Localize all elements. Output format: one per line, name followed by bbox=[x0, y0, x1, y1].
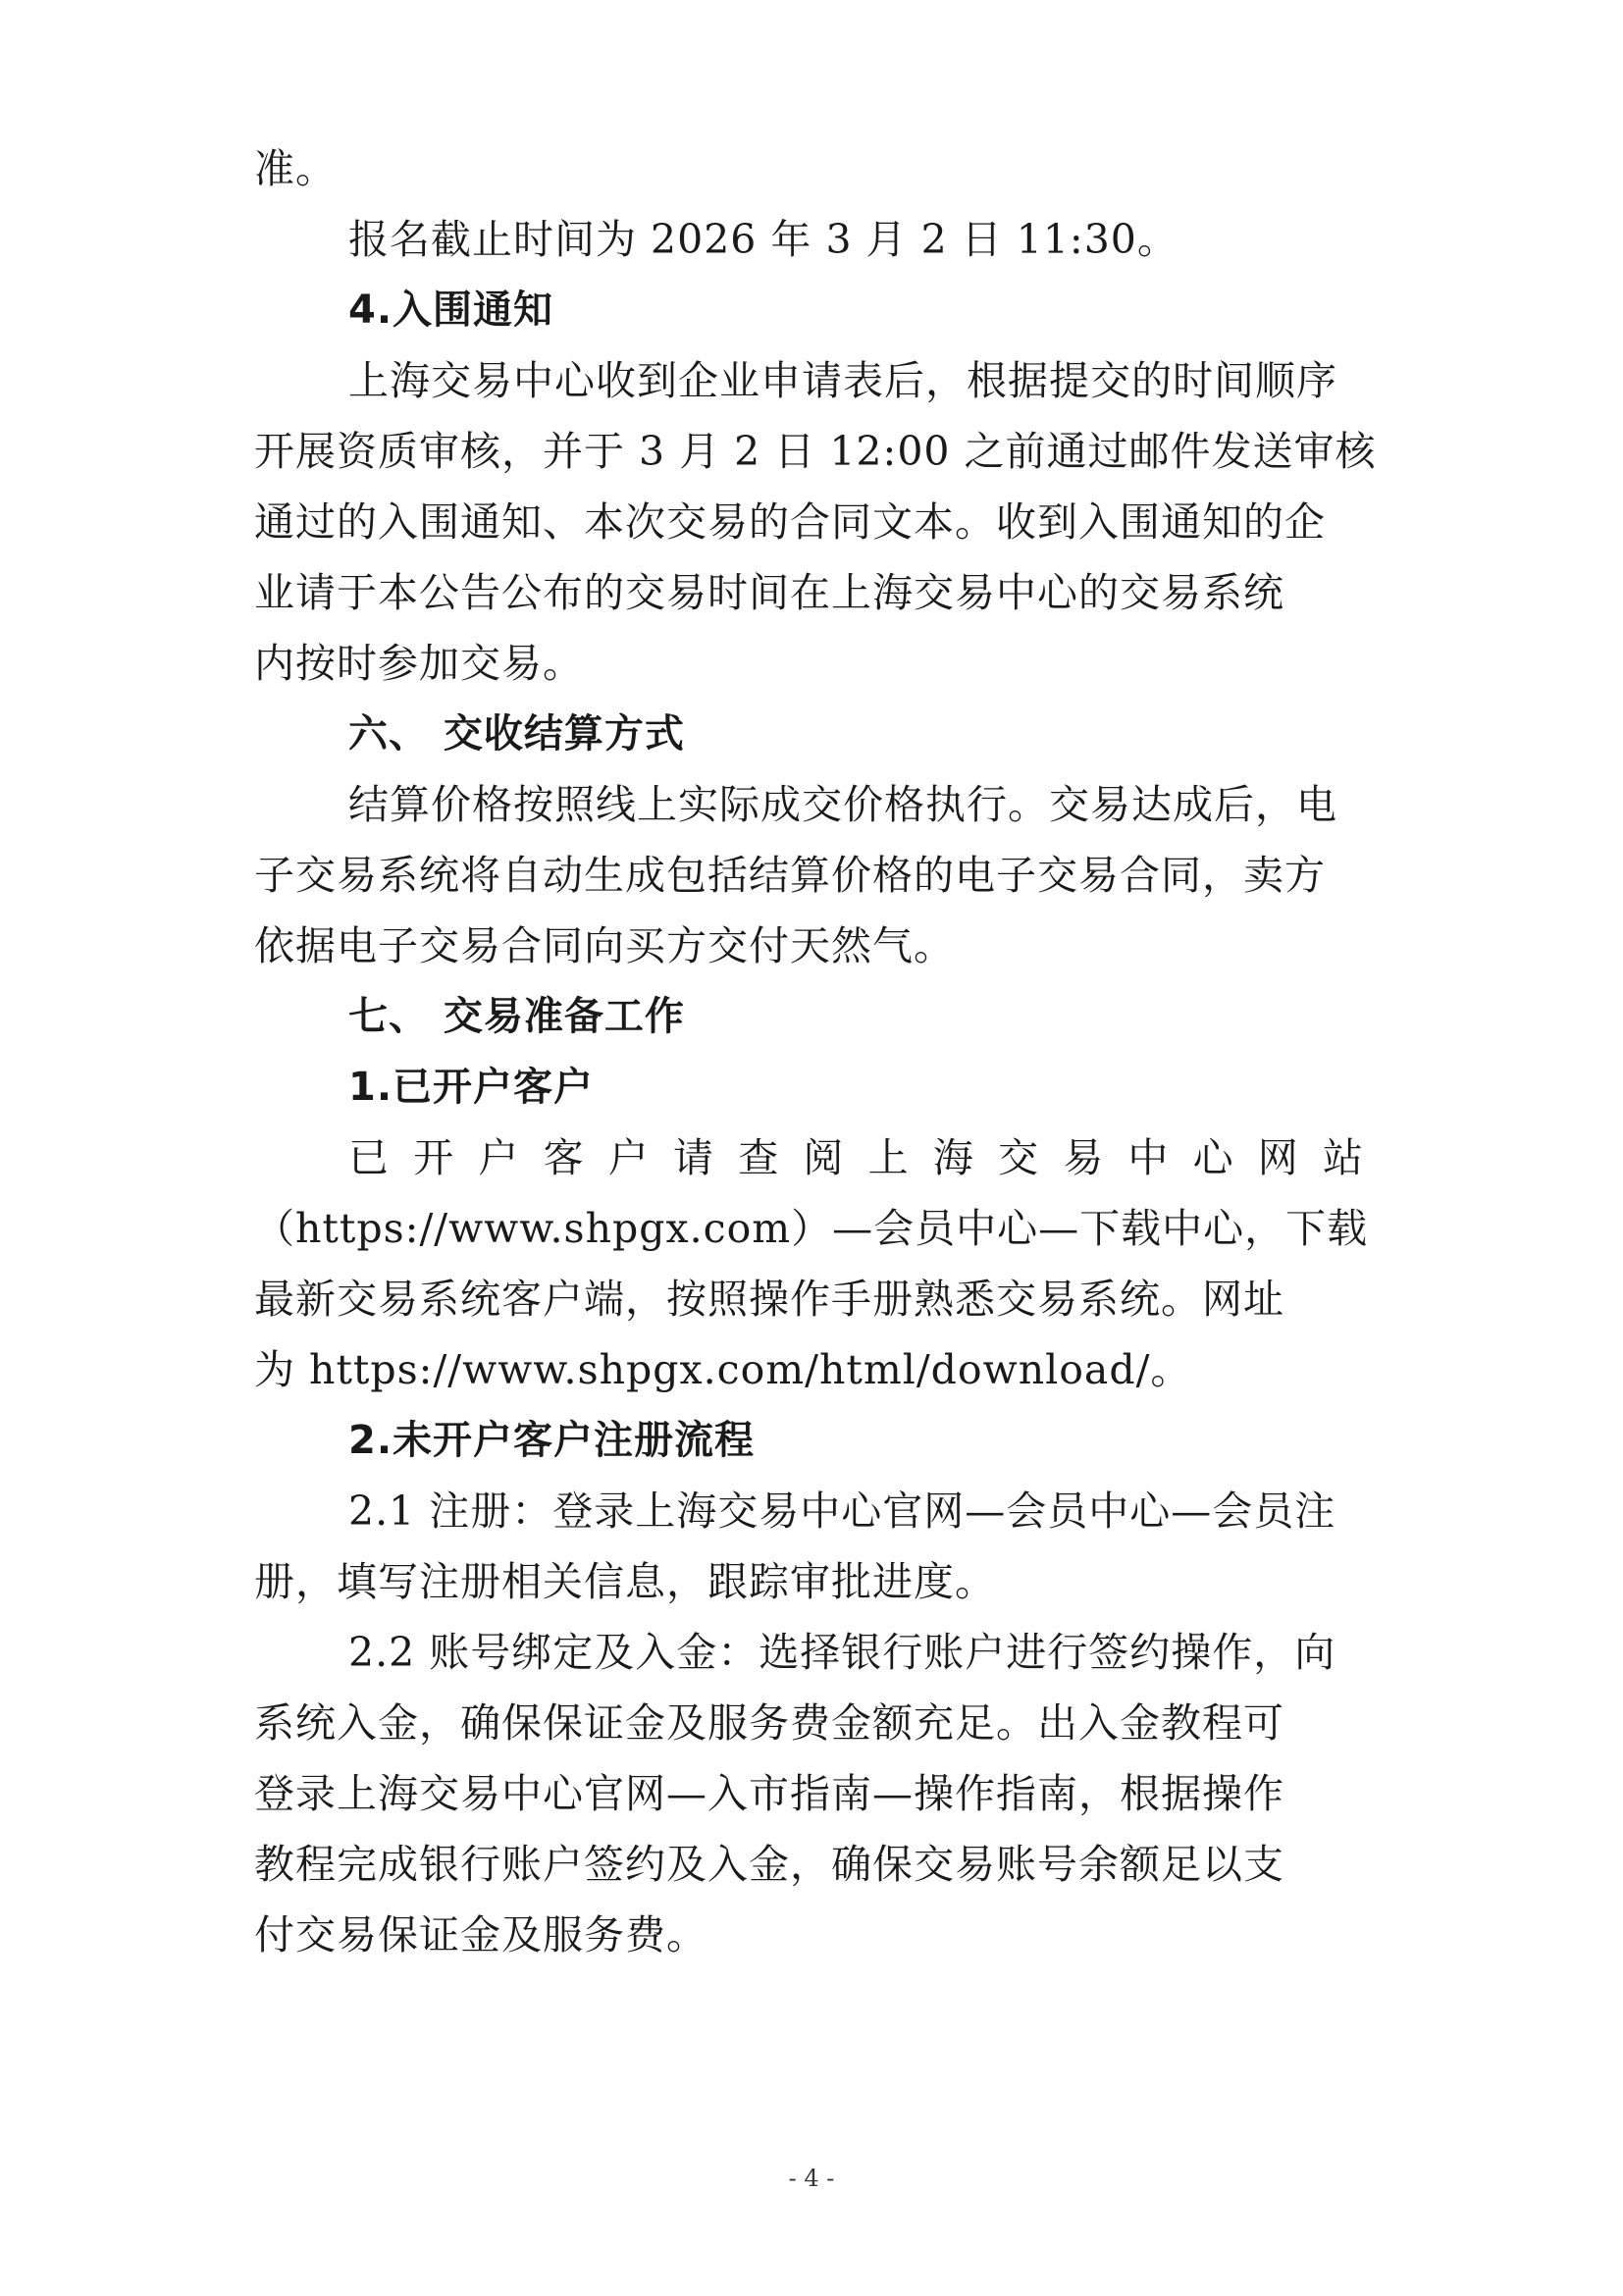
text-line: 开展资质审核，并于 3 月 2 日 12:00 之前通过邮件发送审核 bbox=[254, 428, 1377, 475]
text-line: 子交易系统将自动生成包括结算价格的电子交易合同，卖方 bbox=[254, 852, 1326, 899]
text-line: 教程完成银行账户签约及入金，确保交易账号余额足以支 bbox=[254, 1841, 1284, 1888]
section-heading: 2.未开户客户注册流程 bbox=[348, 1418, 756, 1463]
text-line: 结算价格按照线上实际成交价格执行。交易达成后，电 bbox=[348, 781, 1337, 828]
text-line: 册，填写注册相关信息，跟踪审批进度。 bbox=[254, 1558, 996, 1605]
text-line: 系统入金，确保保证金及服务费金额充足。出入金教程可 bbox=[254, 1699, 1284, 1747]
section-heading: 1.已开户客户 bbox=[348, 1065, 595, 1110]
text-line: 业请于本公告公布的交易时间在上海交易中心的交易系统 bbox=[254, 569, 1284, 616]
text-line: 付交易保证金及服务费。 bbox=[254, 1911, 707, 1958]
text-line: 依据电子交易合同向买方交付天然气。 bbox=[254, 922, 955, 969]
section-heading: 4.入围通知 bbox=[348, 287, 554, 333]
text-line: 已开户客户请查阅上海交易中心网站 bbox=[348, 1134, 1364, 1181]
text-line: 内按时参加交易。 bbox=[254, 640, 584, 687]
text-line: 上海交易中心收到企业申请表后，根据提交的时间顺序 bbox=[348, 357, 1337, 404]
text-line: 登录上海交易中心官网—入市指南—操作指南，根据操作 bbox=[254, 1770, 1284, 1817]
text-line: 最新交易系统客户端，按照操作手册熟悉交易系统。网址 bbox=[254, 1276, 1284, 1323]
text-line: 为 https://www.shpgx.com/html/download/。 bbox=[254, 1346, 1192, 1393]
text-line: 准。 bbox=[254, 145, 337, 192]
section-heading: 六、 交收结算方式 bbox=[348, 711, 685, 757]
section-heading: 七、 交易准备工作 bbox=[348, 994, 685, 1039]
text-line: 2.1 注册：登录上海交易中心官网—会员中心—会员注 bbox=[348, 1487, 1336, 1535]
page-number: - 4 - bbox=[788, 2165, 835, 2192]
text-line: （https://www.shpgx.com）—会员中心—下载中心，下载 bbox=[254, 1205, 1369, 1252]
text-line: 通过的入围通知、本次交易的合同文本。收到入围通知的企 bbox=[254, 498, 1326, 546]
text-line: 报名截止时间为 2026 年 3 月 2 日 11:30。 bbox=[348, 216, 1178, 263]
text-line: 2.2 账号绑定及入金：选择银行账户进行签约操作，向 bbox=[348, 1629, 1336, 1676]
